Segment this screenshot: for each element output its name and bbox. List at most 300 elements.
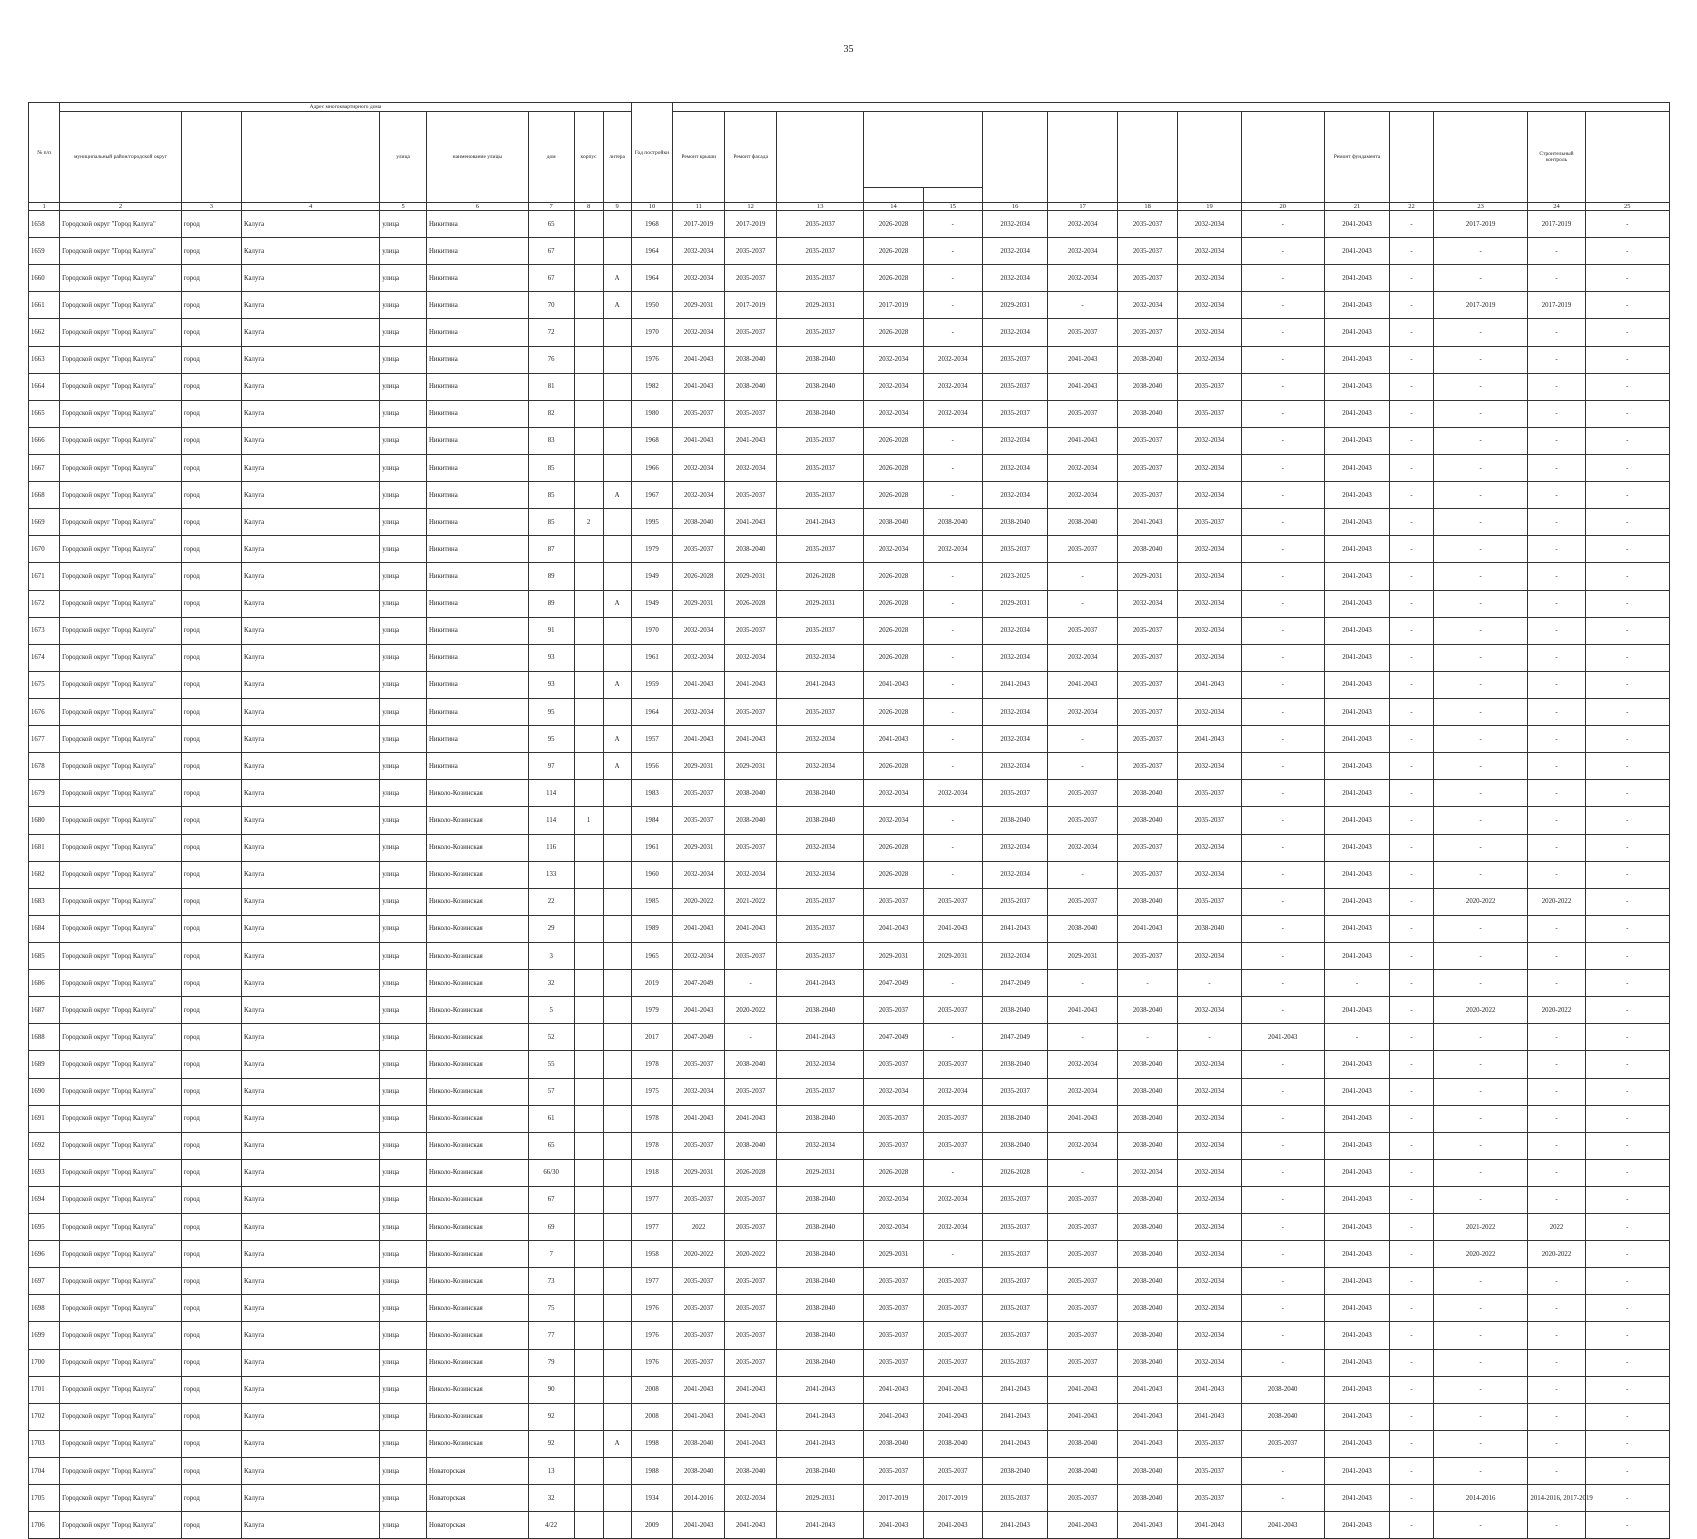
table-cell: 2032-2034 <box>1117 292 1177 319</box>
table-cell: 2032-2034 <box>673 265 725 292</box>
table-cell: - <box>1241 1241 1324 1268</box>
table-cell: Никитина <box>426 319 528 346</box>
table-cell: 2022 <box>1528 1214 1585 1241</box>
table-cell: - <box>1585 997 1669 1024</box>
table-cell: 2038-2040 <box>777 1458 864 1485</box>
table-row <box>29 1268 1670 1295</box>
table-cell: улица <box>380 1268 427 1295</box>
table-cell: Калуга <box>242 617 380 644</box>
table-cell: Городской округ "Город Калуга" <box>60 1024 182 1051</box>
table-cell: 2032-2034 <box>1178 211 1241 238</box>
table-cell: 2035-2037 <box>1117 861 1177 888</box>
table-cell: - <box>1390 590 1434 617</box>
table-cell <box>574 319 603 346</box>
table-cell: - <box>1585 942 1669 969</box>
table-row <box>29 1485 1670 1512</box>
table-cell: 2026-2028 <box>864 753 923 780</box>
table-cell: 1967 <box>631 482 673 509</box>
table-cell: улица <box>380 644 427 671</box>
table-cell: Никитина <box>426 238 528 265</box>
table-cell <box>574 1268 603 1295</box>
table-cell: - <box>1433 1078 1528 1105</box>
table-cell: - <box>1241 861 1324 888</box>
table-cell: - <box>1528 238 1585 265</box>
table-cell: 2032-2034 <box>1178 1051 1241 1078</box>
table-cell: 2020-2022 <box>673 1241 725 1268</box>
table-cell: 2035-2037 <box>864 1322 923 1349</box>
table-cell: - <box>1433 346 1528 373</box>
table-cell: 2035-2037 <box>864 1349 923 1376</box>
table-cell: 2032-2034 <box>1178 644 1241 671</box>
table-cell: 2041-2043 <box>777 1403 864 1430</box>
capital-repair-table-container <box>28 102 1670 1539</box>
table-cell: - <box>923 427 982 454</box>
table-cell: - <box>1528 1078 1585 1105</box>
table-cell: - <box>1241 1132 1324 1159</box>
table-cell: 2041-2043 <box>1048 1403 1118 1430</box>
table-cell: - <box>1528 536 1585 563</box>
column-number: 3 <box>181 203 241 211</box>
table-cell: город <box>181 1214 241 1241</box>
table-cell: 2035-2037 <box>673 400 725 427</box>
table-cell: 2035-2037 <box>1048 807 1118 834</box>
table-cell: 2038-2040 <box>1117 1186 1177 1213</box>
table-cell: Никитина <box>426 400 528 427</box>
table-cell: 1995 <box>631 509 673 536</box>
table-cell: 93 <box>528 671 574 698</box>
table-cell <box>603 617 631 644</box>
table-cell: 2035-2037 <box>725 1322 777 1349</box>
table-row <box>29 1458 1670 1485</box>
table-cell: 7 <box>528 1241 574 1268</box>
table-cell: 1949 <box>631 563 673 590</box>
table-cell: 2032-2034 <box>1178 563 1241 590</box>
table-cell: 1660 <box>29 265 60 292</box>
table-cell: Городской округ "Город Калуга" <box>60 319 182 346</box>
table-cell: 2035-2037 <box>864 888 923 915</box>
header-col22 <box>1390 112 1434 203</box>
table-cell: - <box>1528 1105 1585 1132</box>
table-cell: 2035-2037 <box>923 1322 982 1349</box>
table-cell: город <box>181 1105 241 1132</box>
column-number: 11 <box>673 203 725 211</box>
table-cell: 2041-2043 <box>725 427 777 454</box>
table-cell: 2029-2031 <box>673 590 725 617</box>
table-cell: 2041-2043 <box>1324 942 1389 969</box>
table-cell <box>603 698 631 725</box>
table-cell: 2029-2031 <box>982 590 1047 617</box>
table-cell: 1979 <box>631 997 673 1024</box>
table-cell: город <box>181 427 241 454</box>
table-cell: 2041-2043 <box>864 726 923 753</box>
table-cell: 89 <box>528 590 574 617</box>
table-cell: Николо-Козинская <box>426 915 528 942</box>
table-cell: - <box>1528 753 1585 780</box>
table-cell: 2041-2043 <box>1048 1512 1118 1539</box>
table-cell: 2017-2019 <box>725 211 777 238</box>
table-cell: 2017-2019 <box>673 211 725 238</box>
table-cell: Никитина <box>426 671 528 698</box>
table-cell: - <box>1241 1159 1324 1186</box>
table-cell: 2038-2040 <box>864 509 923 536</box>
table-cell: 2021-2022 <box>725 888 777 915</box>
table-cell: Никитина <box>426 373 528 400</box>
table-row <box>29 427 1670 454</box>
table-cell: 1968 <box>631 211 673 238</box>
table-cell: 57 <box>528 1078 574 1105</box>
table-cell: 2041-2043 <box>982 1376 1047 1403</box>
table-cell <box>574 563 603 590</box>
table-cell: 2035-2037 <box>1048 1241 1118 1268</box>
table-cell: 1965 <box>631 942 673 969</box>
table-cell: 2035-2037 <box>1117 644 1177 671</box>
table-row <box>29 861 1670 888</box>
table-cell: - <box>1241 753 1324 780</box>
table-cell: - <box>1048 970 1118 997</box>
table-row <box>29 1241 1670 1268</box>
table-cell: город <box>181 807 241 834</box>
table-cell: улица <box>380 888 427 915</box>
table-cell <box>603 238 631 265</box>
table-cell: 2041-2043 <box>1117 1376 1177 1403</box>
table-cell: 2032-2034 <box>673 861 725 888</box>
table-cell: - <box>1433 1186 1528 1213</box>
table-cell: улица <box>380 1322 427 1349</box>
table-cell: - <box>1585 590 1669 617</box>
table-cell: Городской округ "Город Калуга" <box>60 942 182 969</box>
table-cell: - <box>1433 807 1528 834</box>
table-cell: улица <box>380 536 427 563</box>
table-cell: 2041-2043 <box>1324 698 1389 725</box>
table-cell: - <box>1390 1159 1434 1186</box>
table-cell: 2029-2031 <box>777 1159 864 1186</box>
table-cell: 2041-2043 <box>777 1024 864 1051</box>
table-cell <box>574 346 603 373</box>
table-cell: - <box>1528 915 1585 942</box>
column-number: 20 <box>1241 203 1324 211</box>
table-cell: город <box>181 319 241 346</box>
table-cell: 2026-2028 <box>777 563 864 590</box>
table-cell: 2032-2034 <box>1048 482 1118 509</box>
table-cell: 1683 <box>29 888 60 915</box>
table-cell: - <box>1433 915 1528 942</box>
header-year: Год постройки <box>631 103 673 203</box>
table-cell: - <box>1585 1132 1669 1159</box>
table-cell: 1977 <box>631 1186 673 1213</box>
table-cell: 2035-2037 <box>777 482 864 509</box>
column-number: 17 <box>1048 203 1118 211</box>
table-cell: Городской округ "Город Калуга" <box>60 454 182 481</box>
table-cell: 2032-2034 <box>982 861 1047 888</box>
table-cell: 32 <box>528 970 574 997</box>
table-cell: город <box>181 780 241 807</box>
table-cell: город <box>181 644 241 671</box>
table-cell: - <box>1390 1403 1434 1430</box>
table-cell: 1959 <box>631 671 673 698</box>
table-cell: 2035-2037 <box>673 1349 725 1376</box>
table-cell <box>603 319 631 346</box>
table-cell: 2032-2034 <box>982 726 1047 753</box>
table-cell: - <box>1241 238 1324 265</box>
table-cell: Никитина <box>426 698 528 725</box>
column-number: 24 <box>1528 203 1585 211</box>
table-cell: - <box>923 590 982 617</box>
table-cell: Городской округ "Город Калуга" <box>60 1322 182 1349</box>
table-cell: Калуга <box>242 671 380 698</box>
table-cell: Городской округ "Город Калуга" <box>60 1485 182 1512</box>
table-cell: Николо-Козинская <box>426 1322 528 1349</box>
table-cell: 2032-2034 <box>1178 617 1241 644</box>
table-row <box>29 211 1670 238</box>
table-cell: - <box>1390 211 1434 238</box>
table-cell: 2020-2022 <box>725 1241 777 1268</box>
table-cell: город <box>181 1186 241 1213</box>
table-cell: 2038-2040 <box>1117 780 1177 807</box>
table-cell: 73 <box>528 1268 574 1295</box>
table-cell: 2041-2043 <box>1324 915 1389 942</box>
table-row <box>29 1078 1670 1105</box>
table-cell: 1989 <box>631 915 673 942</box>
table-cell: - <box>1390 292 1434 319</box>
table-cell: 2029-2031 <box>864 942 923 969</box>
table-cell: - <box>1528 1132 1585 1159</box>
table-cell: 1918 <box>631 1159 673 1186</box>
table-cell: город <box>181 997 241 1024</box>
table-cell: город <box>181 1078 241 1105</box>
table-cell: 2014-2016 <box>1433 1485 1528 1512</box>
table-cell: улица <box>380 1458 427 1485</box>
table-cell: - <box>1390 698 1434 725</box>
table-cell: - <box>1528 563 1585 590</box>
table-row <box>29 1376 1670 1403</box>
table-cell: Городской округ "Город Калуга" <box>60 1159 182 1186</box>
table-cell: 2035-2037 <box>982 1186 1047 1213</box>
table-cell: город <box>181 1403 241 1430</box>
table-cell: Николо-Козинская <box>426 780 528 807</box>
table-cell: 2038-2040 <box>1117 997 1177 1024</box>
table-cell: 2041-2043 <box>1324 780 1389 807</box>
table-cell: - <box>1585 1186 1669 1213</box>
table-cell: Никитина <box>426 509 528 536</box>
table-cell: 2032-2034 <box>1178 942 1241 969</box>
table-row <box>29 888 1670 915</box>
table-cell <box>603 1051 631 1078</box>
table-cell: город <box>181 590 241 617</box>
table-cell: - <box>1390 346 1434 373</box>
table-cell: - <box>1433 1105 1528 1132</box>
table-cell: Городской округ "Город Калуга" <box>60 1132 182 1159</box>
table-cell: 76 <box>528 346 574 373</box>
table-cell: улица <box>380 1295 427 1322</box>
table-cell: 2032-2034 <box>1048 265 1118 292</box>
table-cell: Городской округ "Город Калуга" <box>60 753 182 780</box>
table-cell: 1703 <box>29 1430 60 1457</box>
table-cell: 2035-2037 <box>982 888 1047 915</box>
table-cell: Калуга <box>242 427 380 454</box>
table-cell: улица <box>380 726 427 753</box>
table-cell: - <box>1390 1376 1434 1403</box>
table-cell <box>574 1024 603 1051</box>
table-cell: Городской округ "Город Калуга" <box>60 346 182 373</box>
table-cell <box>574 970 603 997</box>
table-cell: 2041-2043 <box>1117 1403 1177 1430</box>
table-cell <box>603 997 631 1024</box>
table-cell: 114 <box>528 780 574 807</box>
table-cell: Калуга <box>242 807 380 834</box>
table-cell: Калуга <box>242 482 380 509</box>
table-cell: улица <box>380 319 427 346</box>
column-number: 1 <box>29 203 60 211</box>
table-cell: Городской округ "Город Калуга" <box>60 1376 182 1403</box>
table-cell: улица <box>380 861 427 888</box>
table-cell: - <box>1241 319 1324 346</box>
table-cell: улица <box>380 1186 427 1213</box>
table-cell: 2041-2043 <box>1324 1349 1389 1376</box>
table-cell <box>574 861 603 888</box>
table-cell: город <box>181 1485 241 1512</box>
table-cell: - <box>1390 726 1434 753</box>
table-cell: - <box>1585 1268 1669 1295</box>
table-cell: 1689 <box>29 1051 60 1078</box>
table-cell: - <box>1241 970 1324 997</box>
table-cell <box>574 590 603 617</box>
table-cell: 2041-2043 <box>673 671 725 698</box>
table-cell: - <box>1528 427 1585 454</box>
table-cell: 2035-2037 <box>777 454 864 481</box>
table-cell: - <box>1433 617 1528 644</box>
table-cell: Городской округ "Город Калуга" <box>60 698 182 725</box>
table-cell: 2047-2049 <box>982 1024 1047 1051</box>
table-cell: улица <box>380 509 427 536</box>
table-cell: Городской округ "Город Калуга" <box>60 1078 182 1105</box>
table-cell <box>603 1295 631 1322</box>
table-cell: Николо-Козинская <box>426 1159 528 1186</box>
table-cell: Городской округ "Город Калуга" <box>60 211 182 238</box>
table-cell: - <box>1585 1430 1669 1457</box>
table-cell: 2041-2043 <box>1324 671 1389 698</box>
table-cell: Калуга <box>242 644 380 671</box>
table-cell: 2035-2037 <box>725 1268 777 1295</box>
table-cell <box>603 1186 631 1213</box>
table-cell: 2041-2043 <box>1117 509 1177 536</box>
table-row <box>29 563 1670 590</box>
table-cell: - <box>1241 346 1324 373</box>
table-cell: 2035-2037 <box>725 1349 777 1376</box>
table-cell: 1666 <box>29 427 60 454</box>
table-cell: 2038-2040 <box>1178 915 1241 942</box>
table-cell: город <box>181 454 241 481</box>
table-cell: 22 <box>528 888 574 915</box>
table-cell: 2035-2037 <box>1117 834 1177 861</box>
table-cell: - <box>1433 400 1528 427</box>
table-cell: 2035-2037 <box>673 1132 725 1159</box>
table-cell: 2026-2028 <box>864 427 923 454</box>
table-cell: Калуга <box>242 1349 380 1376</box>
table-cell: 2041-2043 <box>1324 400 1389 427</box>
table-cell: Калуга <box>242 726 380 753</box>
table-cell <box>574 726 603 753</box>
table-cell: Калуга <box>242 970 380 997</box>
table-cell: - <box>1390 1186 1434 1213</box>
table-cell: 2032-2034 <box>673 617 725 644</box>
table-cell: - <box>1528 509 1585 536</box>
table-cell: 1985 <box>631 888 673 915</box>
table-cell: 2035-2037 <box>1048 319 1118 346</box>
table-cell: 2035-2037 <box>982 373 1047 400</box>
table-cell: улица <box>380 970 427 997</box>
table-cell: 1677 <box>29 726 60 753</box>
table-cell: 2032-2034 <box>982 319 1047 346</box>
table-cell <box>574 780 603 807</box>
table-cell: 2035-2037 <box>923 1051 982 1078</box>
table-cell: город <box>181 346 241 373</box>
table-cell: 2038-2040 <box>777 807 864 834</box>
table-cell: 2041-2043 <box>1324 346 1389 373</box>
table-cell: 2041-2043 <box>777 970 864 997</box>
table-cell <box>574 211 603 238</box>
table-cell <box>574 1186 603 1213</box>
table-cell: улица <box>380 373 427 400</box>
table-cell: Городской округ "Город Калуга" <box>60 780 182 807</box>
column-number: 23 <box>1433 203 1528 211</box>
column-number: 21 <box>1324 203 1389 211</box>
table-cell: - <box>1241 292 1324 319</box>
table-cell: 2041-2043 <box>725 1376 777 1403</box>
table-cell: 2035-2037 <box>1178 1430 1241 1457</box>
table-row <box>29 1512 1670 1539</box>
table-cell: 1983 <box>631 780 673 807</box>
table-cell: 2038-2040 <box>1048 1430 1118 1457</box>
table-cell: Городской округ "Город Калуга" <box>60 617 182 644</box>
table-cell: 2047-2049 <box>864 1024 923 1051</box>
table-cell: 2041-2043 <box>1324 1458 1389 1485</box>
table-cell: 2038-2040 <box>777 1186 864 1213</box>
table-cell: 2041-2043 <box>1117 915 1177 942</box>
table-cell: - <box>923 265 982 292</box>
table-cell: - <box>1433 1024 1528 1051</box>
table-cell: 114 <box>528 807 574 834</box>
table-cell: - <box>1390 1214 1434 1241</box>
table-cell: 2041-2043 <box>1324 265 1389 292</box>
table-cell: 2041-2043 <box>864 915 923 942</box>
table-cell: 2035-2037 <box>777 265 864 292</box>
table-cell: 2032-2034 <box>982 617 1047 644</box>
table-row <box>29 1132 1670 1159</box>
table-cell: - <box>1048 753 1118 780</box>
table-cell: 116 <box>528 834 574 861</box>
table-cell: - <box>1390 1430 1434 1457</box>
table-cell: Калуга <box>242 942 380 969</box>
table-row <box>29 454 1670 481</box>
table-cell: 2035-2037 <box>777 915 864 942</box>
table-cell: - <box>1433 1403 1528 1430</box>
table-row <box>29 997 1670 1024</box>
table-cell: 2041-2043 <box>864 671 923 698</box>
table-cell: - <box>1528 1186 1585 1213</box>
table-cell: 2035-2037 <box>864 1105 923 1132</box>
table-cell: Калуга <box>242 1458 380 1485</box>
table-cell: 2035-2037 <box>1178 807 1241 834</box>
table-cell: 2041-2043 <box>1324 211 1389 238</box>
column-number: 9 <box>603 203 631 211</box>
table-cell: 2038-2040 <box>725 536 777 563</box>
table-cell: - <box>1241 1485 1324 1512</box>
table-cell: Никитина <box>426 644 528 671</box>
table-cell: 29 <box>528 915 574 942</box>
table-cell: улица <box>380 1376 427 1403</box>
table-cell: 2041-2043 <box>1324 726 1389 753</box>
table-cell: 2017-2019 <box>1528 292 1585 319</box>
